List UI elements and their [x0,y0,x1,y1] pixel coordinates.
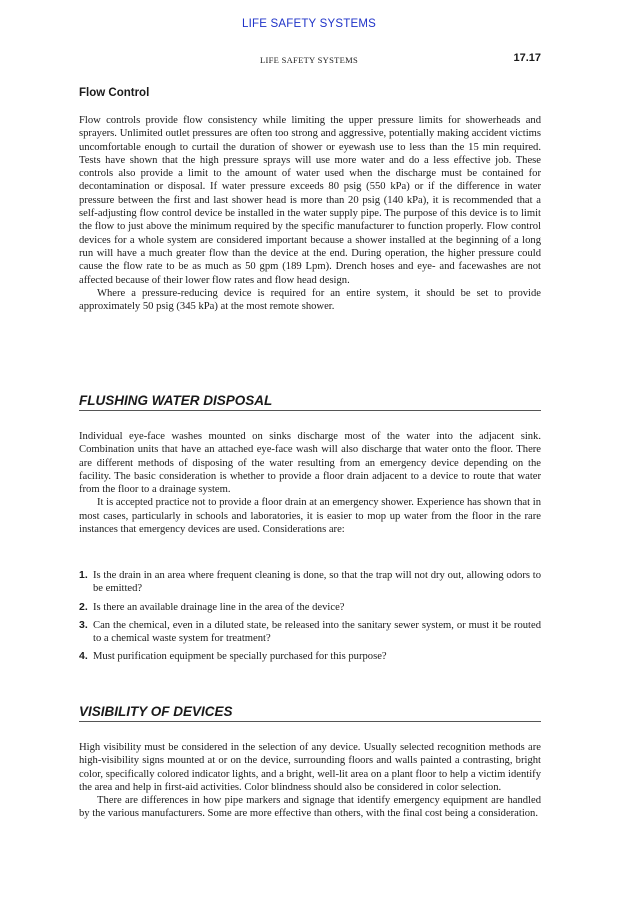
flushing-water-disposal-heading: FLUSHING WATER DISPOSAL [79,393,541,411]
list-item [79,601,541,614]
visibility-section [79,741,541,821]
list-item-text: Is there an available drainage line in the area of the device? [93,601,345,613]
paragraph: There are differences in how pipe markers and signage that identify emergency equipment are handled by the various manufacturers. Some are more effective than others, with the final cost being a consideration. [79,795,541,820]
list-number: 2. [79,600,88,613]
page-number: 17.17 [513,52,541,64]
list-item [79,650,541,663]
list-item-text: Can the chemical, even in a diluted state, be released into the sanitary sewer system, or must it be routed to a chemical waste system for treatment? [93,619,541,645]
visibility-of-devices-heading: VISIBILITY OF DEVICES [79,704,541,722]
flow-control-section [79,114,541,313]
paragraph: Individual eye-face washes mounted on sinks discharge most of the water into the adjacent sink. Combination units that have an attached eye-face wash will also discharge that water onto the floor. There are different methods of disposing of the water resulting from an emergency device depending on the facility. The basic consideration is whether to provide a floor drain adjacent to a device to route that water from the floor to a drainage system. [79,431,541,496]
flushing-section [79,430,541,536]
paragraph: Flow controls provide flow consistency while limiting the upper pressure limits for showerheads and sprayers. Unlimited outlet pressures are often too strong and aggressive, potentially making accident victims uncomfortable enough to curtail the duration of shower or eyewash use to less than the 15 min required. Tests have shown that the high pressure sprays will use more water and do a less effective job. These controls also provide a limit to the amount of water used when the discharge must be contained for decontamination or disposal. If water pressure exceeds 80 psig (550 kPa) or if the difference in water pressure between the first and last shower head is more than 20 psig (140 kPa), it is recommended that a self-adjusting flow control device be installed in the water supply pipe. The purpose of this device is to limit the flow to just above the minimum required by the specific manufacturer to function properly. Flow control devices for a whole system are considered important because a shower installed at the beginning of a long run will have a much greater flow than the device at the end. During operation, the higher pressure could cause the flow rate to be as much as 50 gpm (189 Lpm). Drench hoses and eye- and facewashes are not affected because of their lower flow rates and flow head design. [79,115,541,286]
running-head: LIFE SAFETY SYSTEMS [260,55,358,65]
flow-control-heading: Flow Control [79,87,150,99]
document-title: LIFE SAFETY SYSTEMS [242,18,376,30]
paragraph: High visibility must be considered in the selection of any device. Usually selected recognition methods are high-visibility signs mounted at or on the device, surrounding floors and walls painted a contrasting, bright color, specifically colored indicator lights, and a bright, well-lit area on a plant floor to help a victim identify the area and help in first-aid activities. Color blindness should also be considered in color selection. [79,742,541,793]
list-item [79,619,541,646]
list-item-text: Must purification equipment be specially purchased for this purpose? [93,651,387,663]
considerations-list [79,569,541,669]
list-item-text: Is the drain in an area where frequent cleaning is done, so that the trap will not dry out, allowing odors to be emitted? [93,570,541,595]
list-item [79,569,541,596]
paragraph: Where a pressure-reducing device is required for an entire system, it should be set to provide approximately 50 psig (345 kPa) at the most remote shower. [79,287,541,313]
list-number: 1. [79,569,88,581]
list-number: 3. [79,618,88,631]
paragraph: It is accepted practice not to provide a floor drain at an emergency shower. Experience has shown that in most cases, particularly in schools and laboratories, it is easier to mop up water from the floor in the rare instances that emergency devices are used. Considerations are: [79,497,541,536]
list-number: 4. [79,650,88,663]
